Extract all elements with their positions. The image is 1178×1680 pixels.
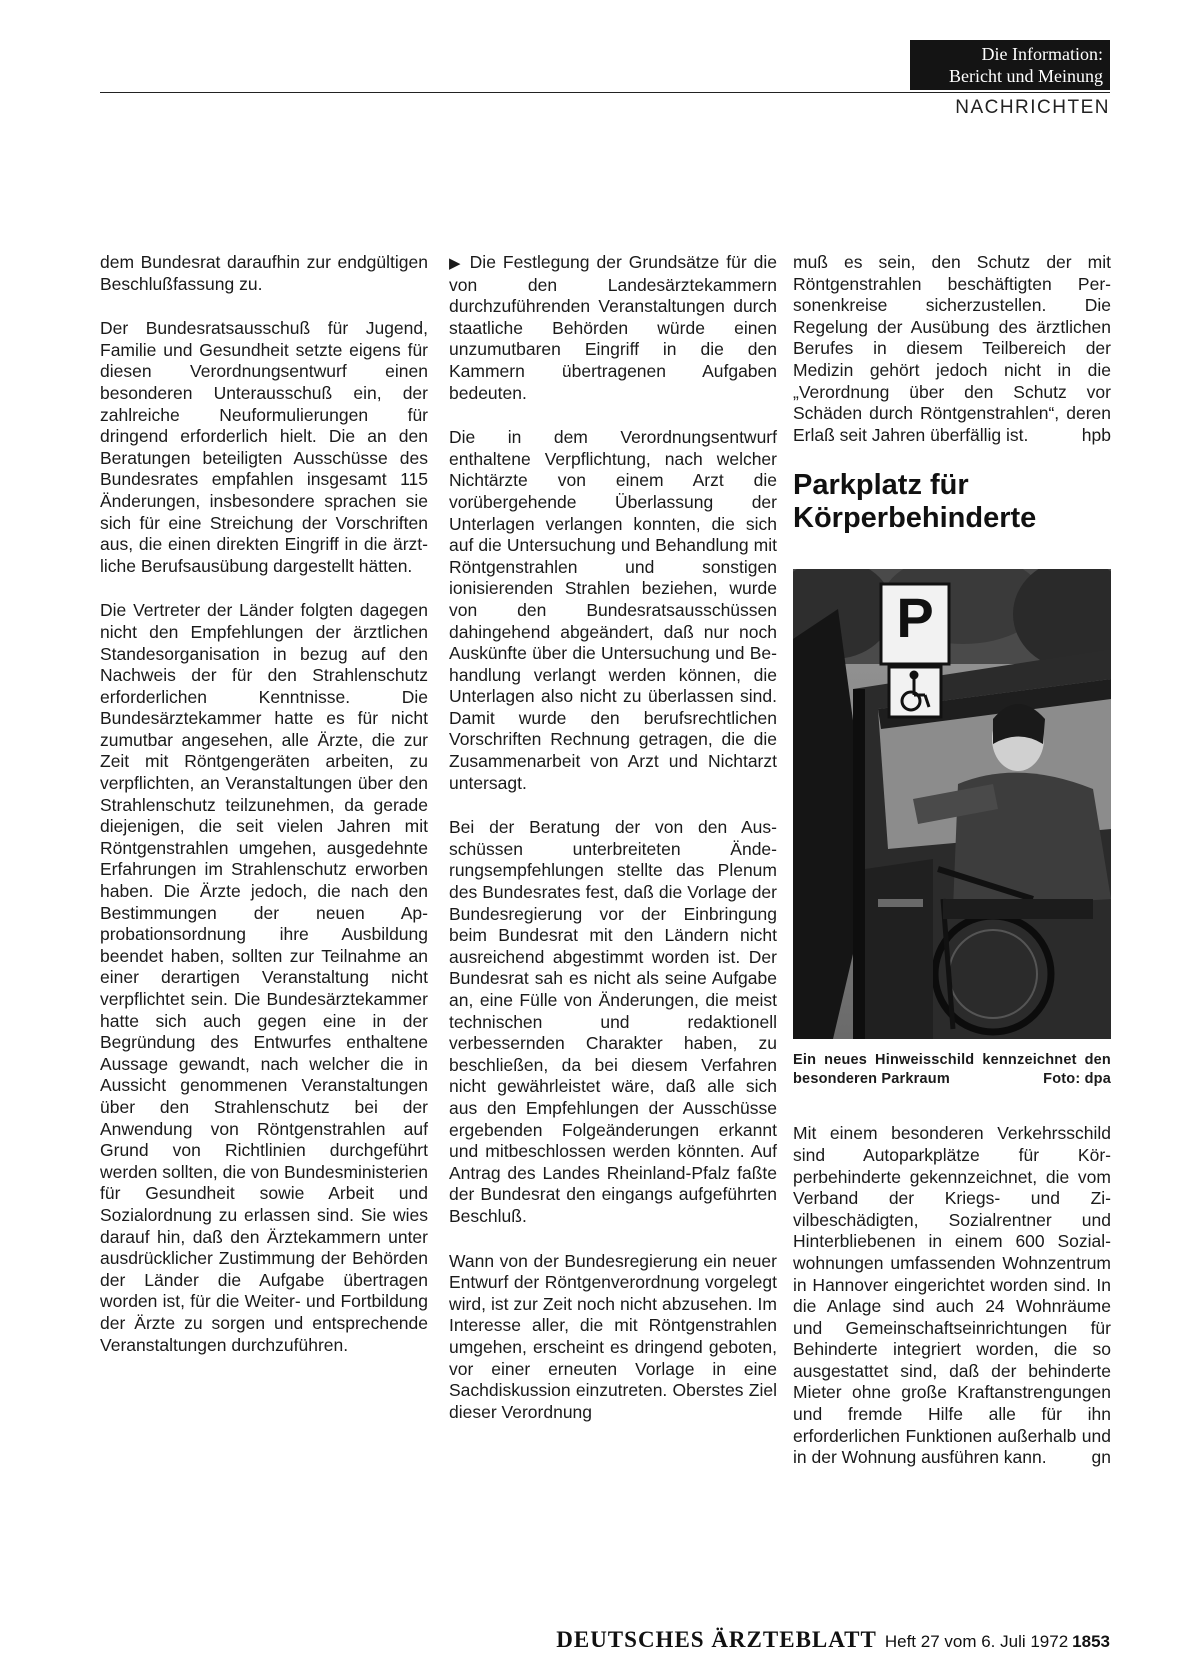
headline-line: Parkplatz für [793, 469, 969, 502]
column-1 [100, 252, 428, 1356]
headline-line: Körperbehinderte [793, 502, 1037, 535]
page-number: 1853 [1072, 1632, 1110, 1651]
photo-credit: Foto: dpa [1043, 1071, 1111, 1088]
page-footer [556, 1627, 1110, 1653]
author-signature: gn [1091, 1447, 1111, 1468]
parking-sign-letter: P [896, 586, 934, 650]
column-2 [449, 252, 777, 1423]
paragraph: Die Vertreter der Länder folgten dagegen nicht den Empfehlungen der ärztlichen Standesorganisation in bezug auf den Nachweis der für den Strahlenschutz erforderlichen Kenntnisse. Die Bundesärztekammer hatte es für nicht zumutbar angesehen, alle Ärzte, die zur Zeit mit Röntgengeräten arbeiten, zu verpflichten, an Veranstaltungen über den Strahlenschutz teilzunehmen, da gerade diejenigen, die seit vielen Jahren mit Röntgenstrahlen umgehen, ausgedehnte Erfahrungen im Strahlenschutz erworben haben. Die Ärzte jedoch, die nach den Bestimmungen der neuen Approbationsordnung ihre Ausbildung beendet haben, sollten zur Teilnahme an einer derartigen Veranstaltung nicht verpflichtet sein. Die Bundesärztekammer hatte sich auch gegen eine in der Begründung des Entwurfes enthaltene Aussage gewandt, nach welcher die in Aussicht genommenen Veranstaltungen über den Strahlenschutz bei der Anwendung von Röntgenstrahlen auf Grund von Richtlinien durchgeführt werden sollten, die von Bundesministerien für Gesundheit sowie Arbeit und Sozialordnung zu erlassen sind. Sie wies darauf hin, daß den Ärztekammern unter ausdrücklicher Zustimmung der Behörden der Länder die Aufgabe übertragen worden ist, für die Weiter- und Fortbildung der Ärzte zu sorgen und entsprechende Veranstaltungen durchzuführen. [100, 600, 428, 1355]
section-label-line2: Bericht und Meinung [949, 66, 1103, 86]
section-label-line1: Die Information: [981, 44, 1103, 64]
paragraph: Wann von der Bundesregierung ein neuer Entwurf der Röntgenverordnung vorgelegt wird, ist zur Zeit noch nicht abzusehen. Im Interesse aller, die mit Röntgenstrahlen umgehen, erscheint es dringend geboten, vor einer erneuten Vorlage in eine Sachdiskussion einzutreten. Oberstes Ziel dieser Verordnung [449, 1250, 777, 1422]
journal-title: DEUTSCHES ÄRZTEBLATT [556, 1627, 877, 1652]
header-rule [100, 92, 1110, 93]
paragraph-text: Mit einem besonderen Verkehrsschild sind Autoparkplätze für Körperbehinderte gekennzeichnet, die vom Verband der Kriegs- und Zivilbeschädigten, Sozialrentner und Hinterbliebenen in einem 600 Sozialwohnungen umfassenden Wohnzentrum in Hannover eingerichtet worden sind. In die Anlage sind auch 24 Wohnräume und Gemeinschaftseinrichtungen für Behinderte integriert worden, die so ausgestattet sind, daß der behinderte Mieter ohne große Kraftanstrengungen und fremde Hilfe alle für ihn erforderlichen Funktionen außerhalb und in der Wohnung ausführen kann. [793, 1123, 1111, 1468]
paragraph-text: muß es sein, den Schutz der mit Röntgenstrahlen beschäftigten Personenkreise sicherzustellen. Die Regelung der Ausübung des ärztlichen Berufes in diesem Teilbereich der Medizin gehört jedoch nicht in die „Verordnung über den Schutz vor Schäden durch Röntgenstrahlen“, deren Erlaß seit Jahren überfällig ist. [793, 252, 1111, 445]
paragraph: dem Bundesrat daraufhin zur endgültigen Beschlußfassung zu. [100, 252, 428, 294]
column-3 [793, 252, 1111, 1469]
paragraph: Der Bundesratsausschuß für Jugend, Familie und Gesundheit setzte eigens für diesen Verordnungsentwurf einen besonderen Unterausschuß ein, der zahlreiche Neuformulierungen für dringend erforderlich hielt. Die an den Beratungen beteiligten Ausschüsse des Bundesrates empfahlen insgesamt 115 Änderungen, insbesondere sprachen sie sich für eine Streichung der Vorschriften aus, die einen direkten Eingriff in die ärztliche Berufsausübung dargestellt hätten. [100, 318, 428, 576]
paragraph [793, 252, 1111, 446]
news-photo [793, 569, 1111, 1039]
issue-info: Heft 27 vom 6. Juli 1972 [884, 1632, 1069, 1651]
article-headline [793, 469, 1111, 535]
rubric: NACHRICHTEN [955, 97, 1110, 118]
paragraph-text: Die Festlegung der Grundsätze für die von den Landesärztekammern durchzuführenden Veranstaltungen durch staatliche Behörden würde einen unzumutbaren Eingriff in die den Kammern übertragenen Aufgaben bedeuten. [449, 252, 777, 403]
section-label [910, 40, 1110, 90]
paragraph [793, 1123, 1111, 1469]
photo-caption [793, 1051, 1111, 1089]
caption-text: Ein neues Hinweisschild kennzeichnet den besonderen Parkraum [793, 1052, 1111, 1088]
author-signature: hpb [1081, 424, 1111, 445]
bullet-triangle-icon: ▶ [449, 255, 463, 272]
paragraph: Die in dem Verordnungsentwurf enthaltene Verpflichtung, nach welcher Nichtärzte von einem Arzt die vorübergehende Überlassung der Unterlagen verlangen konnten, die sich auf die Untersuchung und Behandlung mit Röntgenstrahlen und sonstigen ionisierenden Strahlen beziehen, wurde von den Bundesratsausschüssen dahingehend abgeändert, daß nur noch Auskünfte über die Untersuchung und Behandlung verlangt werden können, die Unterlagen also nicht zu überlassen sind. Damit wurde den berufsrechtlichen Vorschriften Rechnung getragen, die die Zusammenarbeit von Arzt und Nichtarzt untersagt. [449, 427, 777, 793]
photo-illustration [793, 569, 1111, 1039]
paragraph [449, 252, 777, 404]
paragraph: Bei der Beratung der von den Ausschüssen unterbreiteten Änderungsempfehlungen stellte das Plenum des Bundesrates fest, daß die Vorlage der Bundesregierung vor der Einbringung beim Bundesrat mit den Ländern nicht ausreichend abgestimmt worden ist. Der Bundesrat sah es nicht als seine Aufgabe an, eine Fülle von Änderungen, die meist technischen und redaktionell verbessernden Charakter haben, zu beschließen, da bei diesem Verfahren nicht gewährleistet wäre, daß alle sich aus den Empfehlungen der Ausschüsse ergebenden Folgeänderungen erkannt und mitbeschlossen werden könnten. Auf Antrag des Landes Rheinland-Pfalz faßte der Bundesrat den eingangs aufgeführten Beschluß. [449, 817, 777, 1226]
